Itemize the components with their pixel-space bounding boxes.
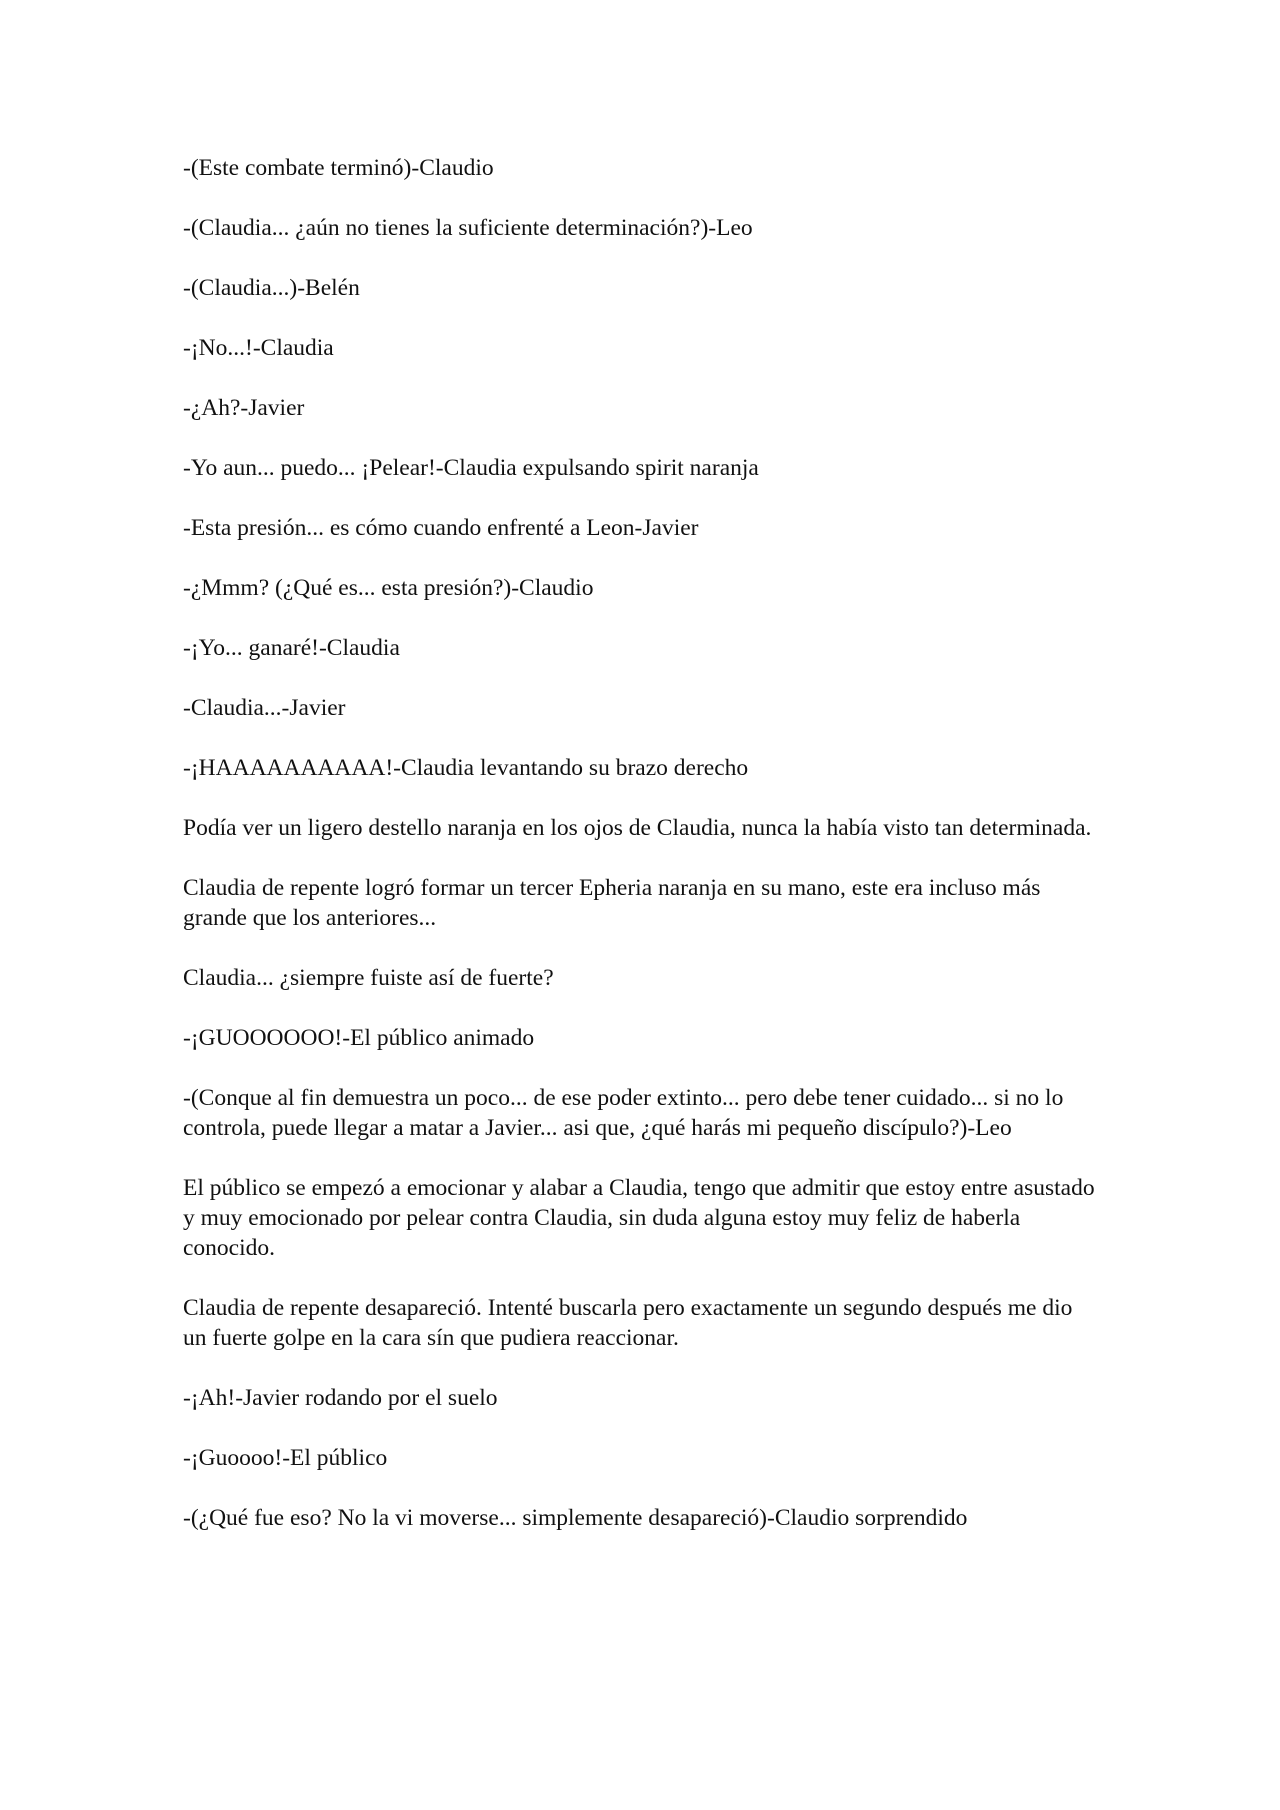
paragraph: -¡Yo... ganaré!-Claudia bbox=[183, 635, 400, 661]
paragraph: -¡Ah!-Javier rodando por el suelo bbox=[183, 1385, 498, 1411]
paragraph: -¡No...!-Claudia bbox=[183, 335, 334, 361]
paragraph: -Esta presión... es cómo cuando enfrenté a Leon-Javier bbox=[183, 515, 699, 541]
paragraph: Claudia de repente logró formar un tercer Epheria naranja en su mano, este era incluso más grande que los anteriores... bbox=[183, 875, 1041, 931]
paragraph: El público se empezó a emocionar y alabar a Claudia, tengo que admitir que estoy entre asustado y muy emocionado por pelear contra Claudia, sin duda alguna estoy muy feliz de haberla conocido. bbox=[183, 1175, 1095, 1261]
paragraph: -¡GUOOOOOO!-El público animado bbox=[183, 1025, 535, 1051]
paragraph: -Claudia...-Javier bbox=[183, 695, 346, 721]
paragraph: Claudia de repente desapareció. Intenté buscarla pero exactamente un segundo después me dio un fuerte golpe en la cara sín que pudiera reaccionar. bbox=[183, 1295, 1073, 1351]
paragraph: Podía ver un ligero destello naranja en los ojos de Claudia, nunca la había visto tan determinada. bbox=[183, 815, 1092, 841]
document-page bbox=[183, 153, 1098, 1563]
paragraph: Claudia... ¿siempre fuiste así de fuerte? bbox=[183, 965, 554, 991]
paragraph: -Yo aun... puedo... ¡Pelear!-Claudia expulsando spirit naranja bbox=[183, 455, 759, 481]
paragraph: -(Conque al fin demuestra un poco... de ese poder extinto... pero debe tener cuidado... si no lo controla, puede llegar a matar a Javier... asi que, ¿qué harás mi pequeño discípulo?)-Leo bbox=[183, 1085, 1064, 1141]
paragraph: -¡HAAAAAAAAAA!-Claudia levantando su brazo derecho bbox=[183, 755, 749, 781]
paragraph: -(Este combate terminó)-Claudio bbox=[183, 155, 494, 181]
paragraph: -¡Guoooo!-El público bbox=[183, 1445, 388, 1471]
paragraph: -¿Mmm? (¿Qué es... esta presión?)-Claudio bbox=[183, 575, 594, 601]
paragraph: -(Claudia... ¿aún no tienes la suficiente determinación?)-Leo bbox=[183, 215, 753, 241]
paragraph: -(Claudia...)-Belén bbox=[183, 275, 360, 301]
paragraph: -¿Ah?-Javier bbox=[183, 395, 305, 421]
paragraph: -(¿Qué fue eso? No la vi moverse... simplemente desapareció)-Claudio sorprendido bbox=[183, 1505, 968, 1531]
